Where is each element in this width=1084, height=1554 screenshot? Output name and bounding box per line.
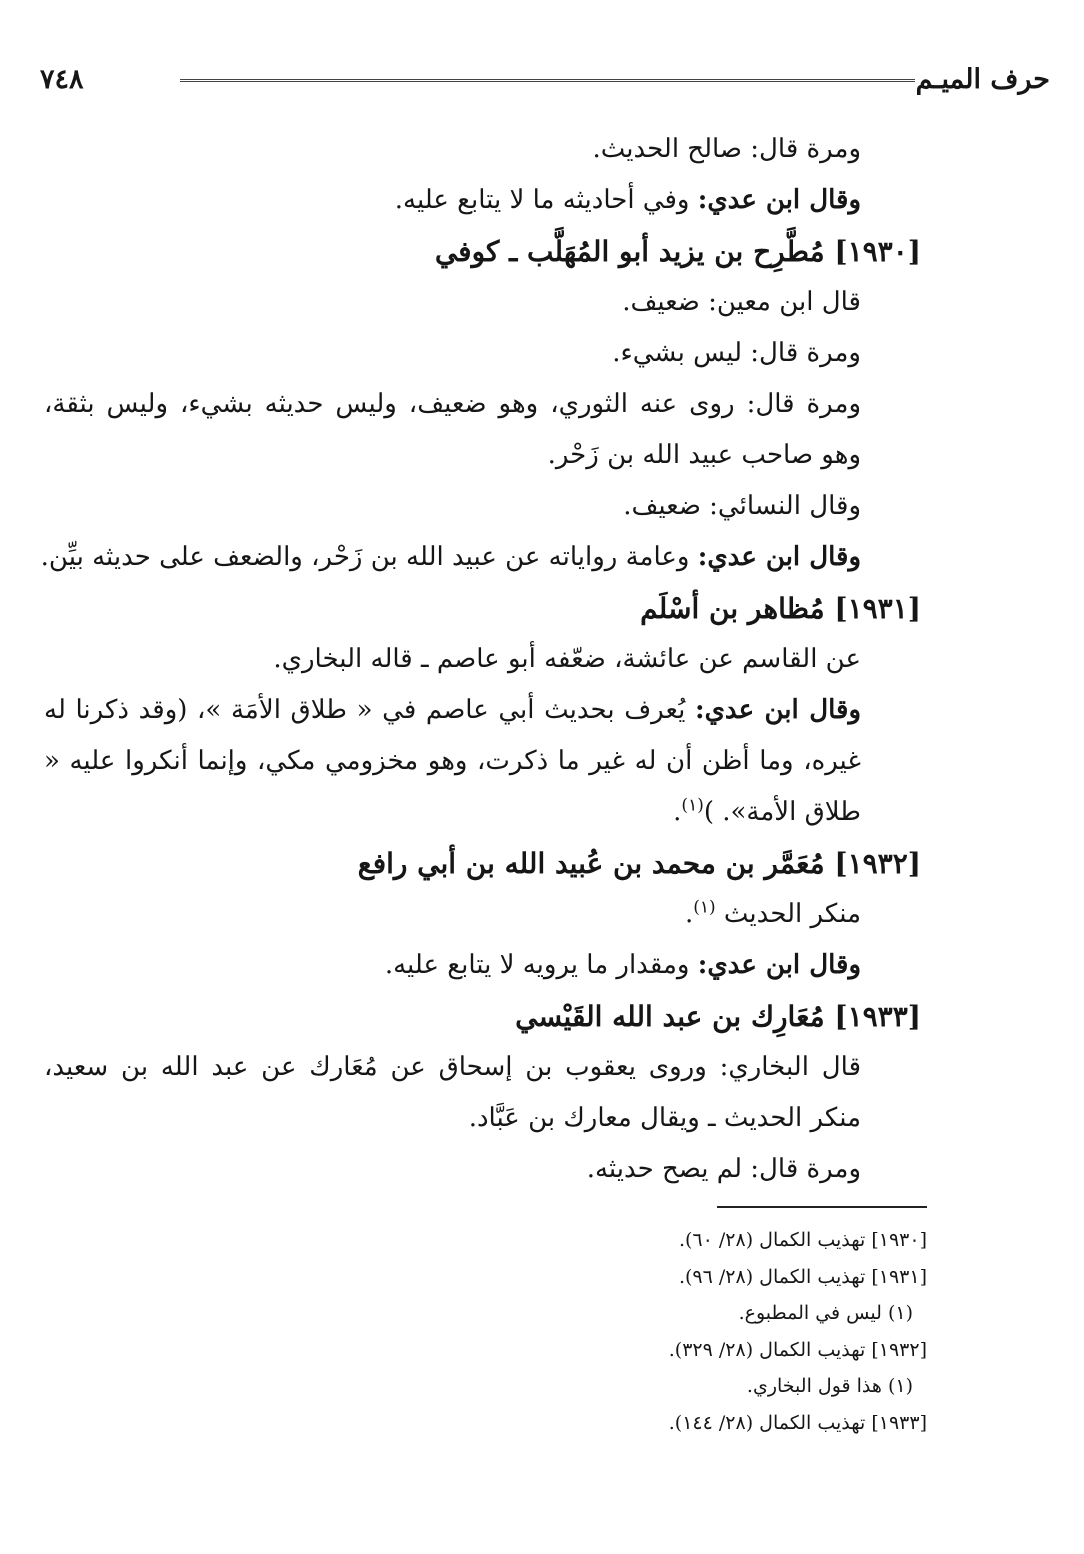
speaker-label: وقال ابن عدي: [694, 695, 862, 725]
paragraph-tail: . [684, 899, 694, 929]
paragraph [44, 634, 921, 685]
footnote: [١٩٣٣] تهذيب الكمال (٢٨/ ١٤٤). [668, 1411, 927, 1434]
speaker-label: وقال ابن عدي: [697, 185, 861, 215]
footnote: (١) ليس في المطبوع. [738, 1302, 913, 1324]
footnotes [300, 1222, 927, 1441]
paragraph [44, 277, 921, 328]
paragraph [40, 532, 921, 583]
paragraph-text: ومرة قال: ليس بشيء. [612, 338, 861, 368]
footnote: [١٩٣٢] تهذيب الكمال (٢٨/ ٣٢٩). [668, 1338, 927, 1361]
entry-heading: [١٩٣٠] مُطَّرِح بن يزيد أبو المُهَلَّب ـ كوفي [434, 235, 921, 268]
header-rule [180, 79, 915, 82]
paragraph-text: عن القاسم عن عائشة، ضعّفه أبو عاصم ـ قاله البخاري. [273, 644, 861, 674]
main-text [40, 124, 921, 1195]
paragraph [44, 481, 921, 532]
paragraph [44, 889, 921, 940]
paragraph [44, 940, 921, 991]
paragraph-text: ومرة قال: لم يصح حديثه. [586, 1154, 861, 1184]
paragraph [44, 1042, 921, 1144]
chapter-title: حرف الميـم [915, 64, 1050, 95]
paragraph-text: منكر الحديث [715, 899, 861, 929]
paragraph-text: ومرة قال: صالح الحديث. [592, 134, 861, 164]
footnote: [١٩٣١] تهذيب الكمال (٢٨/ ٩٦). [678, 1265, 927, 1288]
paragraph-text: وعامة رواياته عن عبيد الله بن زَحْر، والضعف على حديثه بيِّن. [40, 542, 698, 572]
running-header [40, 62, 1050, 102]
footnote-reference: (١) [693, 897, 716, 918]
paragraph-text: يُعرف بحديث أبي عاصم في « طلاق الأمَة »، (وقد ذكرنا له غيره، وما أظن أن له غير ما ذكرت، وهو مخزومي مكي، وإنما أنكروا عليه « طلاق الأمة». ) [44, 695, 861, 827]
paragraph-text: وقال النسائي: ضعيف. [623, 491, 861, 521]
paragraph-text: وفي أحاديثه ما لا يتابع عليه. [394, 185, 698, 215]
paragraph [44, 124, 921, 175]
paragraph-text: قال ابن معين: ضعيف. [622, 287, 861, 317]
footnote-separator [717, 1206, 927, 1208]
footnote: [١٩٣٠] تهذيب الكمال (٢٨/ ٦٠). [678, 1229, 927, 1251]
paragraph [44, 685, 921, 838]
footnote: (١) هذا قول البخاري. [746, 1375, 913, 1397]
paragraph [44, 328, 921, 379]
paragraph-text: قال البخاري: وروى يعقوب بن إسحاق عن مُعَارك عن عبد الله بن سعيد، منكر الحديث ـ ويقال معارك بن عَبَّاد. [44, 1052, 861, 1133]
paragraph-text: ومرة قال: روى عنه الثوري، وهو ضعيف، وليس حديثه بشيء، وليس بثقة، وهو صاحب عبيد الله بن زَحْر. [44, 389, 861, 470]
entry-heading: [١٩٣١] مُظاهر بن أسْلَم [640, 592, 921, 625]
entry-heading: [١٩٣٣] مُعَارِك بن عبد الله القَيْسي [515, 1000, 921, 1033]
entry-heading: [١٩٣٢] مُعَمَّر بن محمد بن عُبيد الله بن أبي رافع [357, 847, 921, 880]
paragraph [44, 379, 921, 481]
speaker-label: وقال ابن عدي: [697, 950, 861, 980]
page-number: ٧٤٨ [40, 64, 84, 95]
paragraph [44, 175, 921, 226]
paragraph-tail: . [673, 797, 682, 827]
speaker-label: وقال ابن عدي: [697, 542, 861, 572]
footnote-reference: (١) [681, 795, 704, 816]
paragraph [44, 1144, 921, 1195]
paragraph-text: ومقدار ما يرويه لا يتابع عليه. [384, 950, 698, 980]
